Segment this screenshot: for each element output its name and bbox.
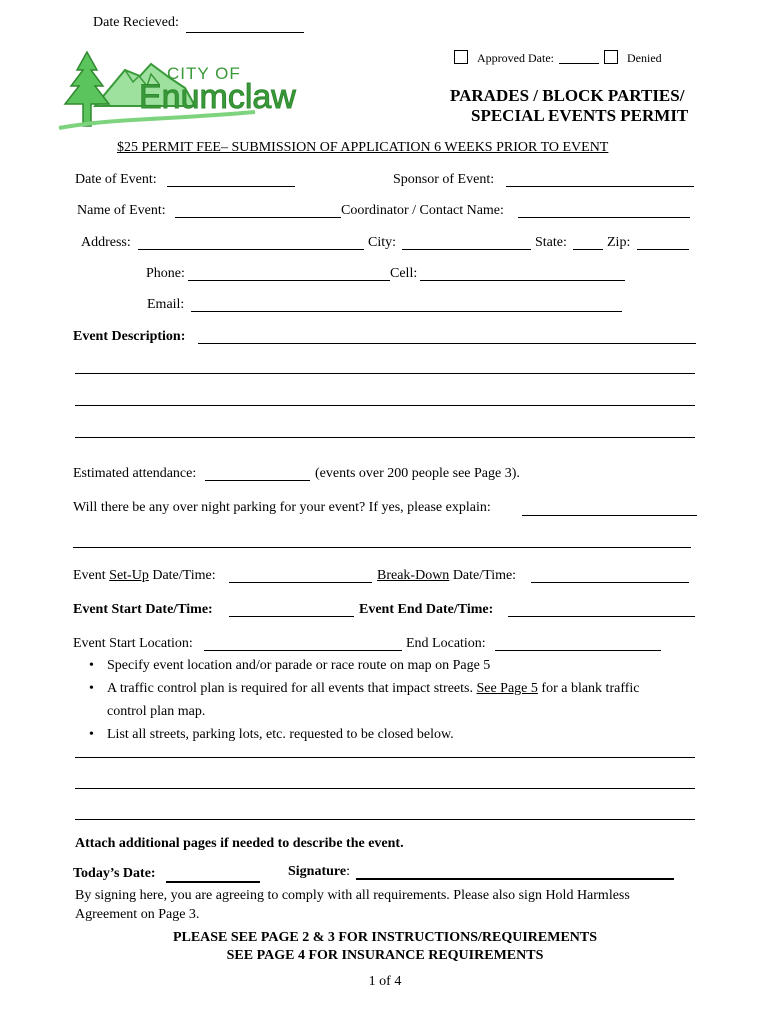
coordinator-field[interactable] — [518, 217, 690, 218]
name-of-event-field[interactable] — [175, 217, 341, 218]
overnight-parking-label: Will there be any over night parking for your event? If yes, please explain: — [73, 500, 491, 515]
event-end-field[interactable] — [508, 616, 695, 617]
instructions-note: PLEASE SEE PAGE 2 & 3 FOR INSTRUCTIONS/REQUIREMENTS — [172, 930, 598, 945]
coordinator-label: Coordinator / Contact Name: — [341, 203, 504, 218]
fee-amount: $25 PERMIT FEE — [117, 140, 221, 155]
zip-label: Zip: — [607, 235, 631, 250]
title-line-2: SPECIAL EVENTS PERMIT — [471, 106, 689, 125]
insurance-note: SEE PAGE 4 FOR INSURANCE REQUIREMENTS — [226, 948, 544, 963]
see-page-5-link[interactable]: See Page 5 — [476, 681, 538, 696]
phone-label: Phone: — [146, 266, 185, 281]
approved-date-field[interactable] — [559, 63, 599, 64]
city-logo — [55, 48, 320, 133]
event-start-label: Event Start Date/Time: — [73, 602, 213, 617]
approved-checkbox[interactable] — [454, 50, 468, 64]
bullet-closures: • List all streets, parking lots, etc. requested to be closed below. — [107, 727, 454, 743]
event-start-field[interactable] — [229, 616, 354, 617]
agree-line-2: Agreement on Page 3. — [75, 907, 200, 922]
address-label: Address: — [81, 235, 131, 250]
date-of-event-field[interactable] — [167, 186, 295, 187]
bullet-route-map: • Specify event location and/or parade or race route on map on Page 5 — [107, 658, 490, 674]
overnight-parking-line-2[interactable] — [73, 547, 691, 548]
zip-field[interactable] — [637, 249, 689, 250]
name-of-event-label: Name of Event: — [77, 203, 166, 218]
denied-row — [604, 50, 662, 66]
signature-field[interactable] — [356, 878, 674, 880]
todays-date-label: Today’s Date: — [73, 866, 156, 881]
attendance-field[interactable] — [205, 480, 310, 481]
fee-rest: – SUBMISSION OF APPLICATION 6 WEEKS PRIOR TO EVENT — [220, 140, 609, 155]
state-label: State: — [535, 235, 567, 250]
event-end-label: Event End Date/Time: — [359, 602, 494, 617]
closures-line-2[interactable] — [75, 788, 695, 789]
state-field[interactable] — [573, 249, 603, 250]
phone-field[interactable] — [188, 280, 390, 281]
cell-field[interactable] — [420, 280, 625, 281]
fee-line — [117, 140, 608, 156]
sponsor-label: Sponsor of Event: — [393, 172, 495, 187]
email-label: Email: — [147, 297, 185, 312]
overnight-parking-field[interactable] — [522, 515, 697, 516]
signature-label: Signature: — [288, 864, 350, 879]
breakdown-field[interactable] — [531, 582, 689, 583]
end-location-label: End Location: — [406, 636, 486, 651]
date-of-event-label: Date of Event: — [75, 172, 157, 187]
breakdown-label: Break-Down Date/Time: — [377, 568, 517, 583]
end-location-field[interactable] — [495, 650, 661, 651]
agree-line-1: By signing here, you are agreeing to comply with all requirements. Please also sign Hold Harmless — [75, 888, 630, 903]
denied-checkbox[interactable] — [604, 50, 618, 64]
attendance-note: (events over 200 people see Page 3). — [315, 466, 520, 481]
logo-enumclaw: Enumclaw — [139, 78, 296, 116]
start-location-field[interactable] — [204, 650, 402, 651]
start-location-label: Event Start Location: — [73, 636, 193, 651]
address-field[interactable] — [138, 249, 364, 250]
page-number: 1 of 4 — [368, 974, 402, 989]
logo-city-of: CITY OF — [167, 64, 241, 83]
event-description-line-1[interactable] — [198, 343, 696, 344]
bullet-traffic-plan-cont: control plan map. — [107, 704, 206, 719]
event-description-line-2[interactable] — [75, 373, 695, 374]
approved-label: Approved Date: — [477, 51, 554, 65]
event-description-line-3[interactable] — [75, 405, 695, 406]
title-line-1: PARADES / BLOCK PARTIES/ — [450, 86, 685, 105]
city-field[interactable] — [402, 249, 531, 250]
event-description-label: Event Description: — [73, 329, 186, 344]
event-description-line-4[interactable] — [75, 437, 695, 438]
todays-date-field[interactable] — [166, 881, 260, 883]
email-field[interactable] — [191, 311, 622, 312]
attach-note: Attach additional pages if needed to describe the event. — [75, 836, 404, 851]
sponsor-field[interactable] — [506, 186, 694, 187]
cell-label: Cell: — [390, 266, 418, 281]
setup-label: Event Set-Up Date/Time: — [73, 568, 216, 583]
city-label: City: — [368, 235, 397, 250]
date-received-label: Date Recieved: — [93, 15, 179, 30]
closures-line-1[interactable] — [75, 757, 695, 758]
closures-line-3[interactable] — [75, 819, 695, 820]
denied-label: Denied — [627, 51, 662, 65]
bullet-traffic-plan: • A traffic control plan is required for all events that impact streets. See Page 5 for a blank traffic — [107, 681, 640, 697]
setup-field[interactable] — [229, 582, 372, 583]
attendance-label: Estimated attendance: — [73, 466, 197, 481]
date-received-field[interactable] — [186, 32, 304, 33]
approval-row — [454, 50, 554, 66]
